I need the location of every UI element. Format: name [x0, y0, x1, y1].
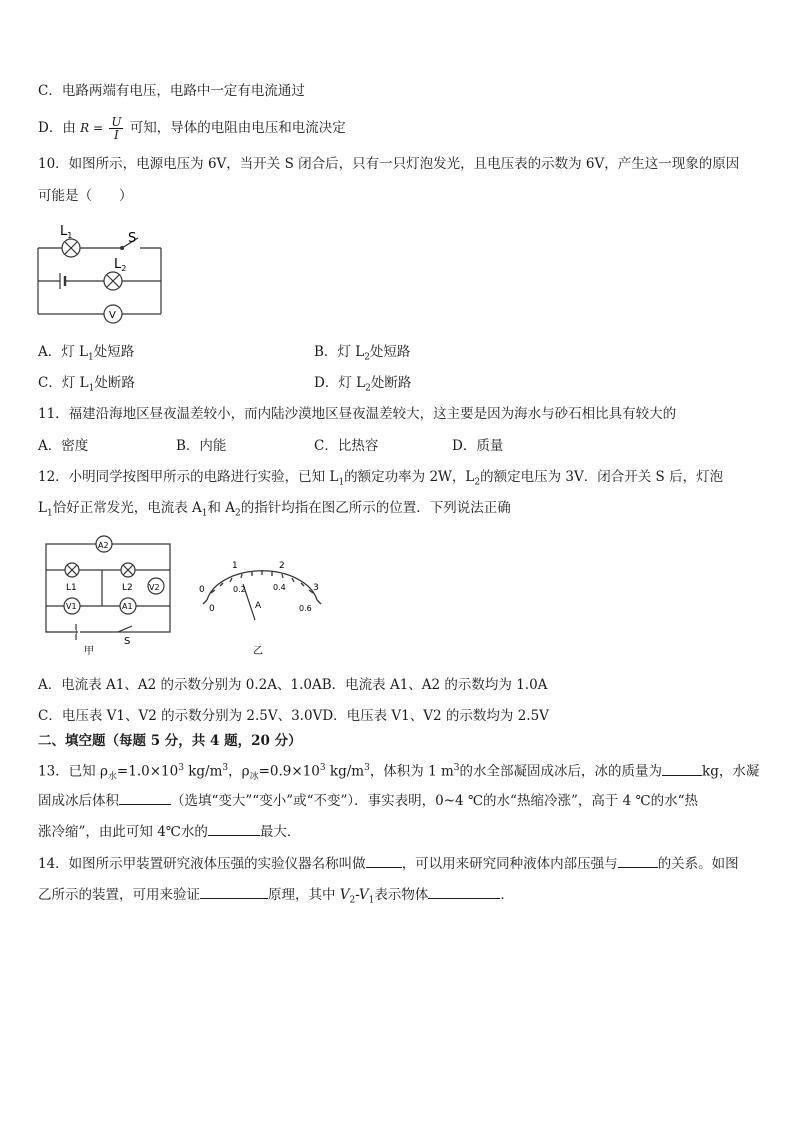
q12-fig-switch-label: S [124, 636, 131, 647]
q12-fig-l2-label: L2 [122, 583, 133, 593]
q14-line1: 14．如图所示甲装置研究液体压强的实验仪器名称叫做 ，可以用来研究同种液体内部压强与 的关系。如图 [38, 856, 739, 872]
q11-option-b: B．内能 [176, 438, 227, 454]
q14-blank-principle[interactable] [200, 885, 268, 899]
formula-fraction: $\frac{U}{I}$ [111, 115, 122, 142]
q12-ammeter-figure-yi [195, 556, 330, 656]
q12-circuit-figure-jia [42, 534, 182, 659]
q12-dial-bottom-04: 0.4 [273, 583, 286, 592]
q10-fig-switch-label: S [128, 231, 137, 246]
q12-dial-bottom-06: 0.6 [299, 604, 312, 613]
q13-line3: 涨冷缩”，由此可知 4℃水的 最大． [38, 824, 301, 840]
q13-line2: 固成冰后体积 （选填“变大”“变小”或“不变”）．事实表明，0~4 ℃的水“热缩冷涨”，高于 4 ℃的水“热 [38, 793, 699, 809]
formula-lhs: R = [80, 121, 104, 135]
q12-dial-top-3: 3 [313, 583, 319, 593]
q12-fig-v1-label: V1 [66, 602, 77, 611]
q11-stem: 11．福建沿海地区昼夜温差较小，而内陆沙漠地区昼夜温差较大，这主要是因为海水与砂石相比具有较大的 [38, 406, 677, 422]
q10-option-a: A．灯 $L_1$处短路 [38, 344, 135, 363]
q11-option-a: A．密度 [38, 438, 89, 454]
q12-fig-a1-label: A1 [122, 602, 133, 611]
q14-blank-meaning[interactable] [428, 885, 500, 899]
q13-blank-volume[interactable] [119, 791, 171, 805]
q14-line2: 乙所示的装置，可用来验证 原理，其中 $V_2-V_1$表示物体 ． [38, 887, 514, 906]
q10-stem-line2: 可能是（ ） [38, 188, 133, 204]
q12-dial-top-2: 2 [279, 561, 285, 571]
q10-stem-line1: 10．如图所示，电源电压为 6V，当开关 S 闭合后，只有一只灯泡发光，且电压表的示数为 6V，产生这一现象的原因 [38, 156, 740, 172]
q10-option-d: D．灯 $L_2$处断路 [314, 375, 412, 394]
q12-stem-line1: 12．小明同学按图甲所示的电路进行实验，已知 $L_1$的额定功率为 2W，$L_2$的额定电压为 3V．闭合开关 S 后，灯泡 [38, 469, 724, 488]
q11-option-d: D．质量 [452, 438, 504, 454]
q10-fig-lamp1-label: $L_1$ [60, 224, 73, 240]
q12-fig-l1-label: L1 [66, 583, 77, 593]
q12-fig-v2-label: V2 [149, 583, 160, 592]
q12-options-ab: A．电流表 A1、A2 的示数分别为 0.2A、1.0AB．电流表 A1、A2 的示数均为 1.0A [38, 677, 548, 693]
q14-blank-relation[interactable] [618, 854, 658, 868]
q12-stem-line2: $L_1$恰好正常发光，电流表 $A_1$和 $A_2$的指针均指在图乙所示的位置．下列说法正确 [38, 500, 511, 519]
q10-circuit-figure [30, 218, 170, 330]
q10-option-b: B．灯 $L_2$处短路 [314, 344, 411, 363]
q12-dial-bottom-0: 0 [209, 604, 215, 614]
q9-option-d: D．由 R = $\frac{U}{I}$ 可知，导体的电阻由电压和电流决定 [38, 115, 346, 142]
q12-fig-yi-caption: 乙 [253, 646, 263, 657]
q12-dial-top-0: 0 [199, 585, 205, 595]
q14-blank-instrument[interactable] [366, 854, 402, 868]
q13-blank-mass[interactable] [662, 762, 702, 776]
q10-fig-lamp2-label: $L_2$ [114, 257, 127, 273]
q11-option-c: C．比热容 [314, 438, 379, 454]
section2-title: 二、填空题（每题 5 分，共 4 题，20 分） [38, 733, 302, 749]
q13-blank-density[interactable] [208, 822, 260, 836]
q12-dial-bottom-02: 0.2 [233, 585, 246, 594]
q12-fig-a2-label: A2 [98, 541, 109, 550]
q13-line1: 13．已知 $\rho_水=1.0\times 10^3$ $kg/m^3$，$\rho_冰=0.9\times 10^3$ $kg/m^3$，体积为 1 $m^3$的水全部凝固成冰后，冰的质量为 kg，水凝 [38, 763, 760, 783]
q12-dial-top-1: 1 [232, 561, 238, 571]
q10-option-c: C．灯 $L_1$处断路 [38, 375, 135, 394]
q12-options-cd: C．电压表 V1、V2 的示数分别为 2.5V、3.0VD．电压表 V1、V2 的示数均为 2.5V [38, 708, 549, 724]
q12-dial-unit: A [255, 601, 262, 611]
q10-fig-voltmeter-label: V [109, 310, 116, 321]
q9-option-c: C．电路两端有电压，电路中一定有电流通过 [38, 83, 305, 99]
q12-fig-jia-caption: 甲 [84, 646, 94, 657]
